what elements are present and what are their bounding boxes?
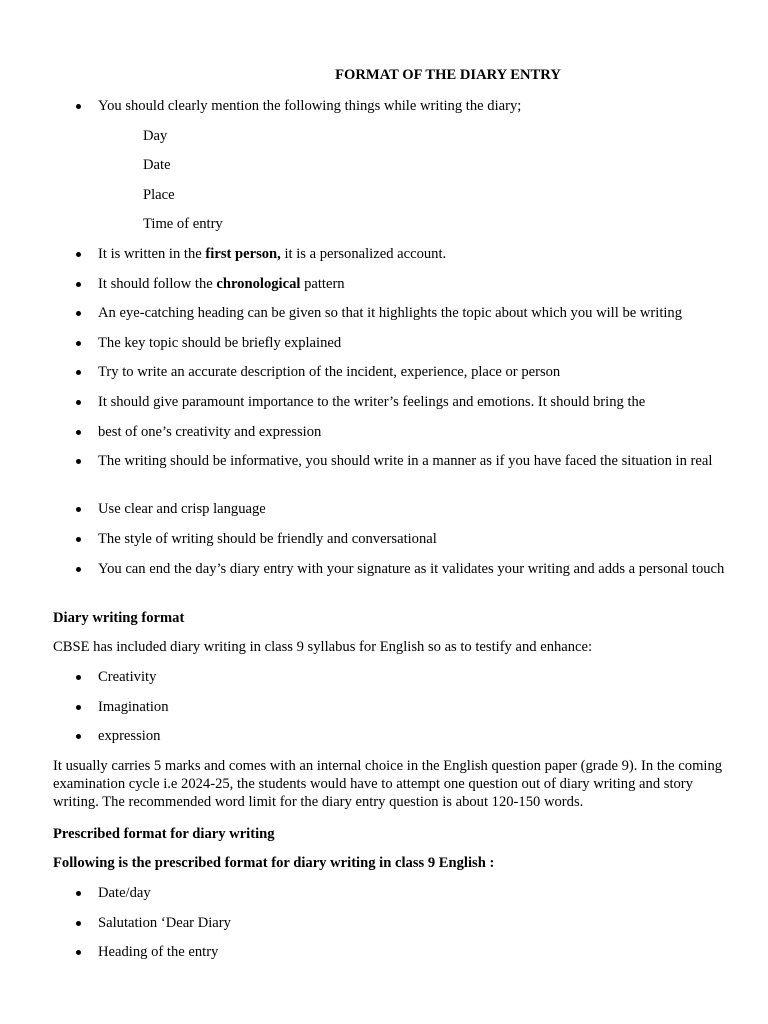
bullet-icon <box>76 370 81 375</box>
paragraph: It usually carries 5 marks and comes with an internal choice in the English question paper (grade 9). In the coming examination cycle i.e 2024-25, the students would have to attempt one question out of diary writing and story writing. The recommended word limit for the diary entry question is about 120-150 words. <box>53 758 723 810</box>
bullet-icon <box>76 921 81 926</box>
bullet-icon <box>76 537 81 542</box>
list-item: Use clear and crisp language <box>98 501 266 517</box>
intro-bullet: You should clearly mention the following things while writing the diary; <box>98 98 522 114</box>
list-item: Creativity <box>98 669 157 685</box>
bullet-icon <box>76 104 81 109</box>
list-item: You can end the day’s diary entry with your signature as it validates your writing and adds a personal touch <box>98 561 725 577</box>
bullet-icon <box>76 430 81 435</box>
bullet-first-person: It is written in the first person, it is a personalized account. <box>98 246 447 262</box>
section-heading: Diary writing format <box>53 610 185 626</box>
paragraph: CBSE has included diary writing in class 9 syllabus for English so as to testify and enhance: <box>53 639 593 655</box>
bullet-icon <box>76 675 81 680</box>
document-title: FORMAT OF THE DIARY ENTRY <box>335 67 561 83</box>
list-item: Imagination <box>98 699 169 715</box>
bullet-icon <box>76 891 81 896</box>
list-item: The writing should be informative, you should write in a manner as if you have faced the situation in real <box>98 453 713 469</box>
bullet-icon <box>76 567 81 572</box>
bullet-icon <box>76 252 81 257</box>
bullet-icon <box>76 950 81 955</box>
list-item: expression <box>98 728 161 744</box>
mention-item-place: Place <box>143 187 175 203</box>
bullet-chronological: It should follow the chronological pattern <box>98 276 345 292</box>
bullet-icon <box>76 507 81 512</box>
list-item: It should give paramount importance to the writer’s feelings and emotions. It should bring the <box>98 394 646 410</box>
bullet-icon <box>76 282 81 287</box>
list-item: Date/day <box>98 885 151 901</box>
section-heading: Following is the prescribed format for diary writing in class 9 English : <box>53 855 495 871</box>
bullet-icon <box>76 734 81 739</box>
mention-item-time: Time of entry <box>143 216 223 232</box>
list-item: best of one’s creativity and expression <box>98 424 322 440</box>
list-item: Heading of the entry <box>98 944 219 960</box>
bullet-icon <box>76 311 81 316</box>
bullet-icon <box>76 705 81 710</box>
list-item: Salutation ‘Dear Diary <box>98 915 231 931</box>
list-item: Try to write an accurate description of the incident, experience, place or person <box>98 364 561 380</box>
list-item: The key topic should be briefly explained <box>98 335 342 351</box>
bullet-icon <box>76 341 81 346</box>
list-item: The style of writing should be friendly and conversational <box>98 531 437 547</box>
section-heading: Prescribed format for diary writing <box>53 826 275 842</box>
mention-item-day: Day <box>143 128 168 144</box>
bullet-icon <box>76 400 81 405</box>
list-item: An eye-catching heading can be given so that it highlights the topic about which you will be writing <box>98 305 683 321</box>
bullet-icon <box>76 459 81 464</box>
mention-item-date: Date <box>143 157 171 173</box>
